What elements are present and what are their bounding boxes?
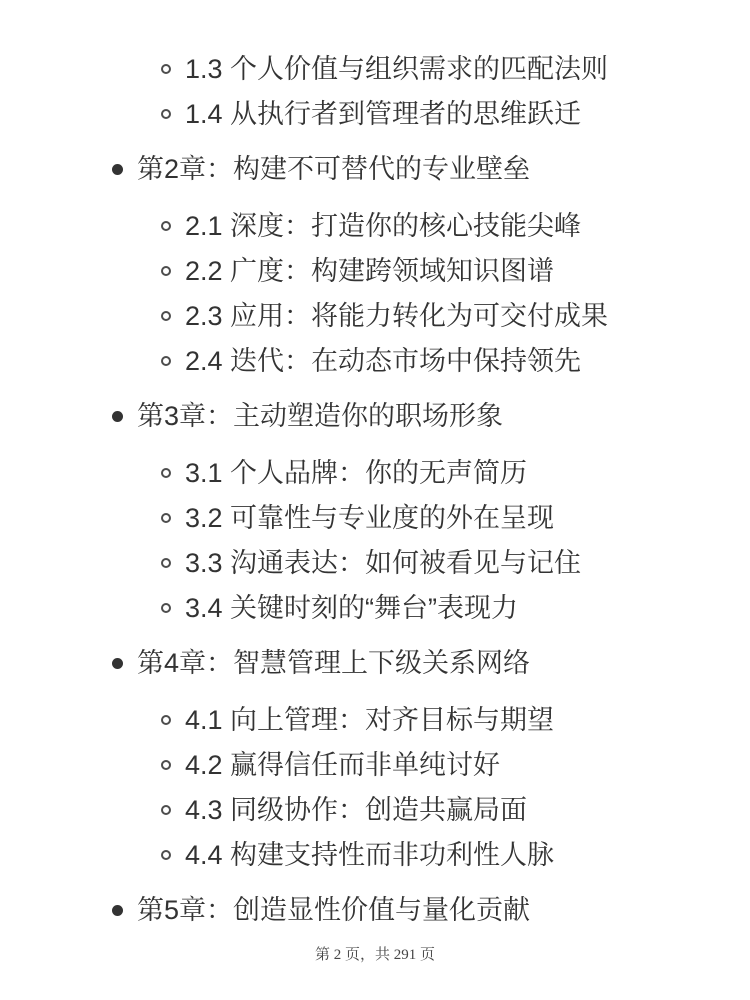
toc-subitem: [137, 743, 750, 788]
bullet-circle-icon: [161, 266, 171, 276]
bullet-disc-icon: [112, 411, 123, 422]
toc-subitem: [0, 47, 750, 92]
toc-subitem: [137, 294, 750, 339]
toc-subitem: [137, 586, 750, 631]
bullet-circle-icon: [161, 109, 171, 119]
bullet-circle-icon: [161, 356, 171, 366]
toc-chapter-item: [0, 641, 750, 878]
toc-subitem-label: 2.2 广度：构建跨领域知识图谱: [185, 256, 555, 286]
toc-subitem: [137, 698, 750, 743]
toc-chapter-item: [0, 394, 750, 631]
toc-subitem: [137, 496, 750, 541]
bullet-circle-icon: [161, 760, 171, 770]
toc-subitem: [137, 541, 750, 586]
page-footer: 第 2 页，共 291 页: [314, 947, 435, 963]
toc-chapter-label: 第4章：智慧管理上下级关系网络: [137, 648, 531, 678]
toc-subitem: [137, 833, 750, 878]
bullet-circle-icon: [161, 468, 171, 478]
bullet-disc-icon: [112, 905, 123, 916]
toc-subitem-label: 2.3 应用：将能力转化为可交付成果: [185, 301, 609, 331]
chapter2-subitem-list: [137, 204, 750, 384]
toc-chapter-label: 第5章：创造显性价值与量化贡献: [137, 895, 531, 925]
bullet-disc-icon: [112, 164, 123, 175]
toc-subitem: [137, 451, 750, 496]
toc-chapter-item: [0, 147, 750, 384]
toc-subitem-label: 2.1 深度：打造你的核心技能尖峰: [185, 211, 582, 241]
toc-subitem: [0, 92, 750, 137]
toc-subitem: [137, 204, 750, 249]
toc-subitem-label: 3.2 可靠性与专业度的外在呈现: [185, 503, 555, 533]
toc-subitem-label: 2.4 迭代：在动态市场中保持领先: [185, 346, 582, 376]
bullet-circle-icon: [161, 558, 171, 568]
bullet-circle-icon: [161, 221, 171, 231]
bullet-circle-icon: [161, 513, 171, 523]
toc-subitem: [137, 339, 750, 384]
toc-subitem: [137, 788, 750, 833]
toc-subitem-label: 4.3 同级协作：创造共赢局面: [185, 795, 528, 825]
toc-subitem: [137, 249, 750, 294]
toc-chapter-item: [0, 888, 750, 933]
bullet-circle-icon: [161, 850, 171, 860]
toc-chapter-label: 第2章：构建不可替代的专业壁垒: [137, 154, 531, 184]
chapter1-subitem-list: [0, 47, 750, 137]
chapter3-subitem-list: [137, 451, 750, 631]
bullet-circle-icon: [161, 805, 171, 815]
toc-chapter-label: 第3章：主动塑造你的职场形象: [137, 401, 504, 431]
chapter-list: [0, 147, 750, 933]
toc-subitem-label: 3.1 个人品牌：你的无声简历: [185, 458, 528, 488]
toc-subitem-label: 1.3 个人价值与组织需求的匹配法则: [185, 54, 609, 84]
toc-subitem-label: 4.2 赢得信任而非单纯讨好: [185, 750, 501, 780]
bullet-circle-icon: [161, 715, 171, 725]
chapter4-subitem-list: [137, 698, 750, 878]
toc-subitem-label: 1.4 从执行者到管理者的思维跃迁: [185, 99, 582, 129]
toc-subitem-label: 3.3 沟通表达：如何被看见与记住: [185, 548, 582, 578]
toc-subitem-label: 3.4 关键时刻的“舞台”表现力: [185, 593, 519, 623]
bullet-circle-icon: [161, 603, 171, 613]
toc-subitem-label: 4.1 向上管理：对齐目标与期望: [185, 705, 555, 735]
bullet-disc-icon: [112, 658, 123, 669]
bullet-circle-icon: [161, 64, 171, 74]
bullet-circle-icon: [161, 311, 171, 321]
toc-subitem-label: 4.4 构建支持性而非功利性人脉: [185, 840, 555, 870]
